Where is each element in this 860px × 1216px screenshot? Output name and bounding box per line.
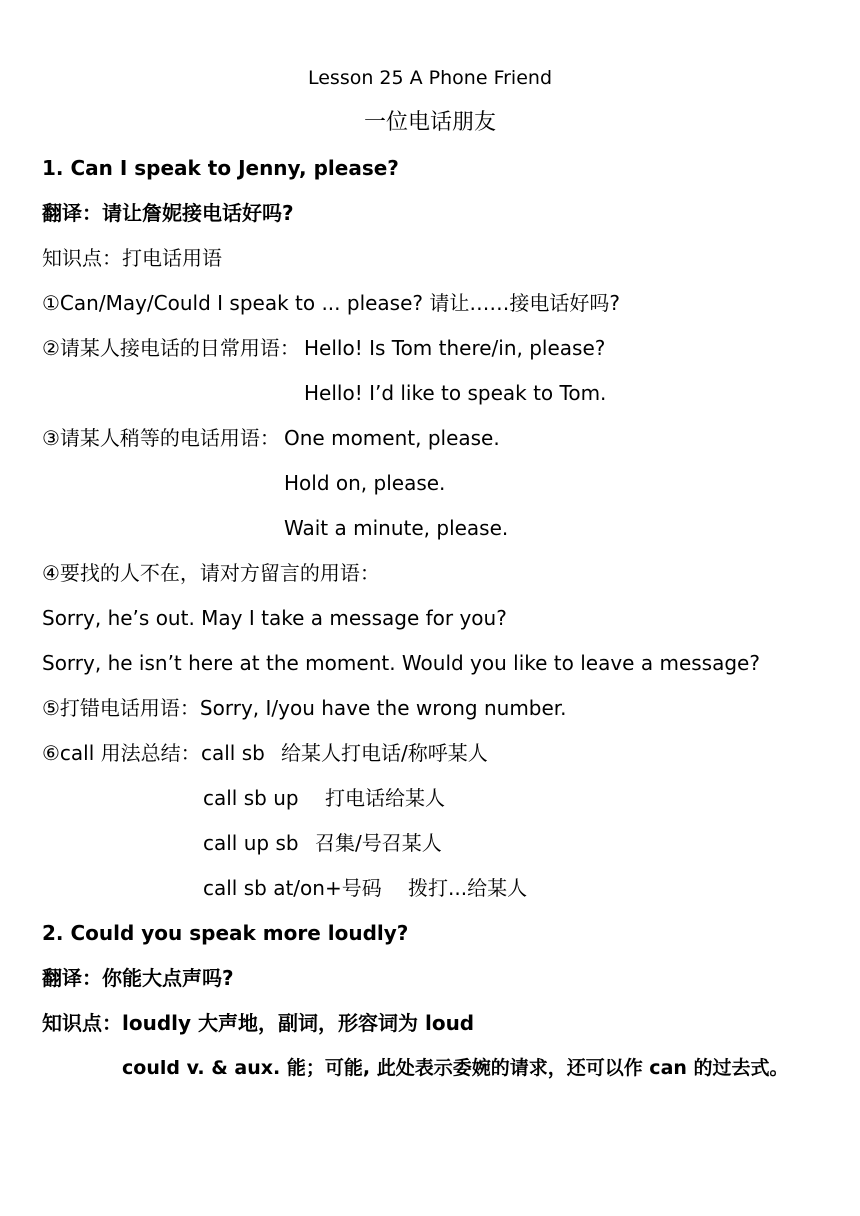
item4-phrase-b: Sorry, he isn’t here at the moment. Would you like to leave a message? bbox=[42, 651, 760, 675]
call-usage-meaning: 召集/号召某人 bbox=[315, 831, 442, 855]
section2-could-line: could v. & aux. 能；可能, 此处表示委婉的请求，还可以作 can 的过去式。 bbox=[122, 1057, 789, 1079]
page-subtitle: 一位电话朋友 bbox=[363, 110, 496, 135]
call-usage-meaning: 拨打...给某人 bbox=[408, 876, 528, 900]
item2-phrase-a: Hello! Is Tom there/in, please? bbox=[304, 336, 606, 360]
call-usage-meaning: 给某人打电话/称呼某人 bbox=[281, 741, 488, 765]
section2-knowledge-line: 知识点：loudly 大声地，副词，形容词为 loud bbox=[42, 1011, 475, 1035]
section2-heading: 2. Could you speak more loudly? bbox=[42, 921, 409, 945]
call-usage-phrase: call up sb bbox=[203, 831, 299, 855]
item4-phrase-a: Sorry, he’s out. May I take a message for you? bbox=[42, 606, 507, 630]
section1-knowledge-label: 知识点：打电话用语 bbox=[42, 246, 222, 270]
call-usage-phrase: call sb up bbox=[203, 786, 299, 810]
item2-label: ②请某人接电话的日常用语： bbox=[42, 336, 300, 360]
item1-line: ①Can/May/Could I speak to ... please? 请让……接电话好吗? bbox=[42, 291, 620, 315]
section2-translation: 翻译：你能大点声吗? bbox=[42, 966, 234, 990]
item3-label: ③请某人稍等的电话用语： bbox=[42, 426, 280, 450]
item4-label: ④要找的人不在，请对方留言的用语： bbox=[42, 561, 380, 585]
page-title: Lesson 25 A Phone Friend bbox=[307, 67, 553, 89]
item3-phrase-c: Wait a minute, please. bbox=[284, 516, 509, 540]
call-usage-meaning: 打电话给某人 bbox=[325, 786, 445, 810]
call-usage-phrase: call sb at/on+号码 bbox=[203, 876, 382, 900]
item5-line: ⑤打错电话用语：Sorry, I/you have the wrong number. bbox=[42, 696, 567, 720]
item3-phrase-b: Hold on, please. bbox=[284, 471, 446, 495]
item2-phrase-b: Hello! I’d like to speak to Tom. bbox=[304, 381, 607, 405]
section1-heading: 1. Can I speak to Jenny, please? bbox=[42, 156, 399, 180]
call-usage-phrase: call sb bbox=[201, 741, 265, 765]
section1-translation: 翻译：请让詹妮接电话好吗? bbox=[42, 201, 294, 225]
item3-phrase-a: One moment, please. bbox=[284, 426, 500, 450]
item6-label: ⑥call 用法总结： bbox=[42, 741, 201, 765]
